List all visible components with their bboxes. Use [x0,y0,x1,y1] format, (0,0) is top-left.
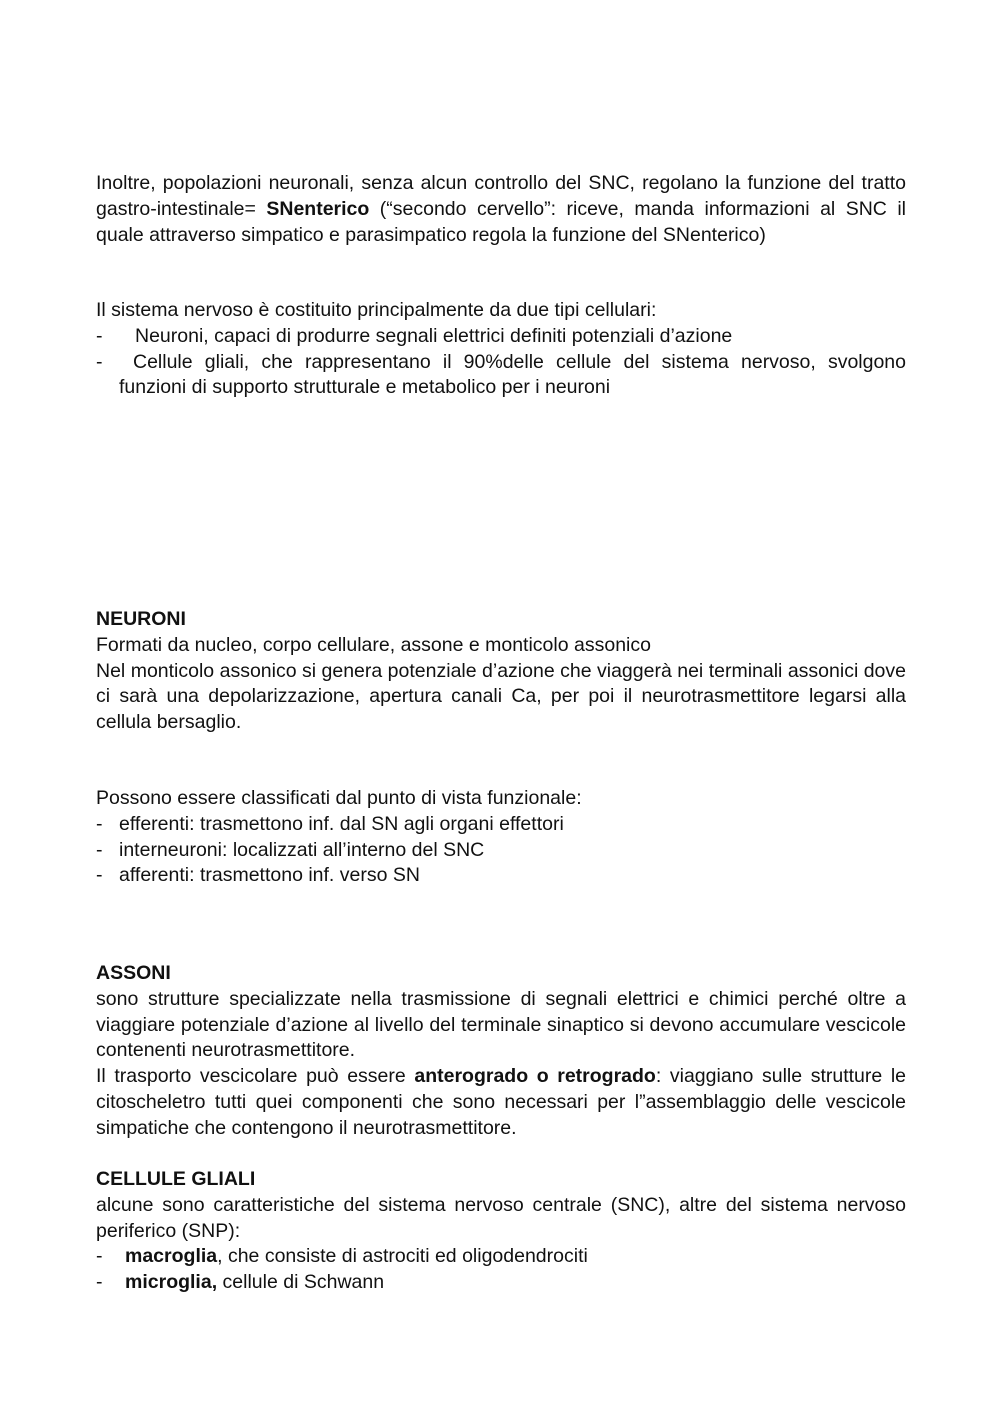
neuroni-line-2: Nel monticolo assonico si genera potenziale d’azione che viaggerà nei terminali assonici dove ci sarà una depolarizzazione, apertura canali Ca, per poi il neurotrasmettitore legarsi alla cellula bersaglio. [96,659,906,734]
cell-types-lead: Il sistema nervoso è costituito principalmente da due tipi cellulari: [96,299,657,321]
neuroni-title: NEURONI [96,608,186,630]
neuroni-line-1: Formati da nucleo, corpo cellulare, assone e monticolo assonico [96,633,651,656]
list-item-text: Neuroni, capaci di produrre segnali elettrici definiti potenziali d’azione [135,324,733,347]
list-item [96,812,906,838]
glia-term: macroglia [125,1245,218,1268]
dash-bullet: - [96,838,103,861]
cell-types-list [96,324,906,401]
classification-list [96,812,906,889]
classification-lead: Possono essere classificati dal punto di vista funzionale: [96,787,582,809]
glia-line-1: alcune sono caratteristiche del sistema nervoso centrale (SNC), altre del sistema nervoso periferico (SNP): [96,1193,906,1242]
list-item [96,324,906,350]
intro-paragraph [96,171,906,248]
assoni-line-1: sono strutture specializzate nella trasmissione di segnali elettrici e chimici perché oltre a viaggiare potenziale d’azione al livello del terminale sinaptico si devono accumulare vescicole contenenti neurotrasmettitore. [96,987,906,1062]
neuroni-classification [96,786,906,889]
list-item-text: interneuroni: localizzati all’interno del SNC [119,838,485,861]
list-item-text: afferenti: trasmettono inf. verso SN [119,864,420,887]
assoni-title: ASSONI [96,962,171,984]
dash-bullet: - [96,812,103,835]
list-item [96,1244,906,1270]
dash-bullet: - [96,1271,103,1294]
neuroni-section [96,607,906,736]
glia-list [96,1244,906,1296]
glia-section [96,1167,906,1296]
list-item [96,863,906,889]
list-item-text: efferenti: trasmettono inf. dal SN agli organi effettori [119,812,564,835]
intro-bold-term: SNenterico [266,197,370,220]
glia-term: microglia, [125,1271,218,1294]
intro-text-2: (“secondo cervello”: riceve, manda informazioni al SNC il quale attraverso simpatico e parasimpatico regola la funzione del SNenterico) [96,197,907,246]
list-item-text: cellule di Schwann [217,1271,385,1294]
list-item [96,1270,906,1296]
dash-bullet: - [96,864,103,887]
intro-text-1: Inoltre, popolazioni neuronali, senza alcun controllo del SNC, regolano la funzione del tratto gastro-intestinale= [96,172,906,220]
list-item-text: , che consiste di astrociti ed oligodendrociti [217,1245,588,1268]
list-item-text: Cellule gliali, che rappresentano il 90%delle cellule del sistema nervoso, svolgono funzioni di supporto strutturale e metabolico per i neuroni [119,350,906,399]
assoni-section [96,961,906,1142]
glia-title: CELLULE GLIALI [96,1168,256,1190]
assoni-bold-term: anterogrado o retrogrado [414,1065,656,1088]
intro-section [96,171,906,248]
list-item [96,350,906,402]
assoni-text-b: : viaggiano sulle strutture le citoscheletro tutti quei componenti che sono necessari per l”assemblaggio delle vescicole simpatiche che contengono il neurotrasmettitore. [96,1065,907,1139]
dash-bullet: - [96,1245,103,1268]
assoni-text-a: Il trasporto vescicolare può essere [96,1065,415,1088]
cell-types-section [96,298,906,401]
dash-bullet: - [96,350,103,373]
list-item [96,838,906,864]
assoni-line-2 [96,1064,906,1141]
dash-bullet: - [96,324,103,347]
